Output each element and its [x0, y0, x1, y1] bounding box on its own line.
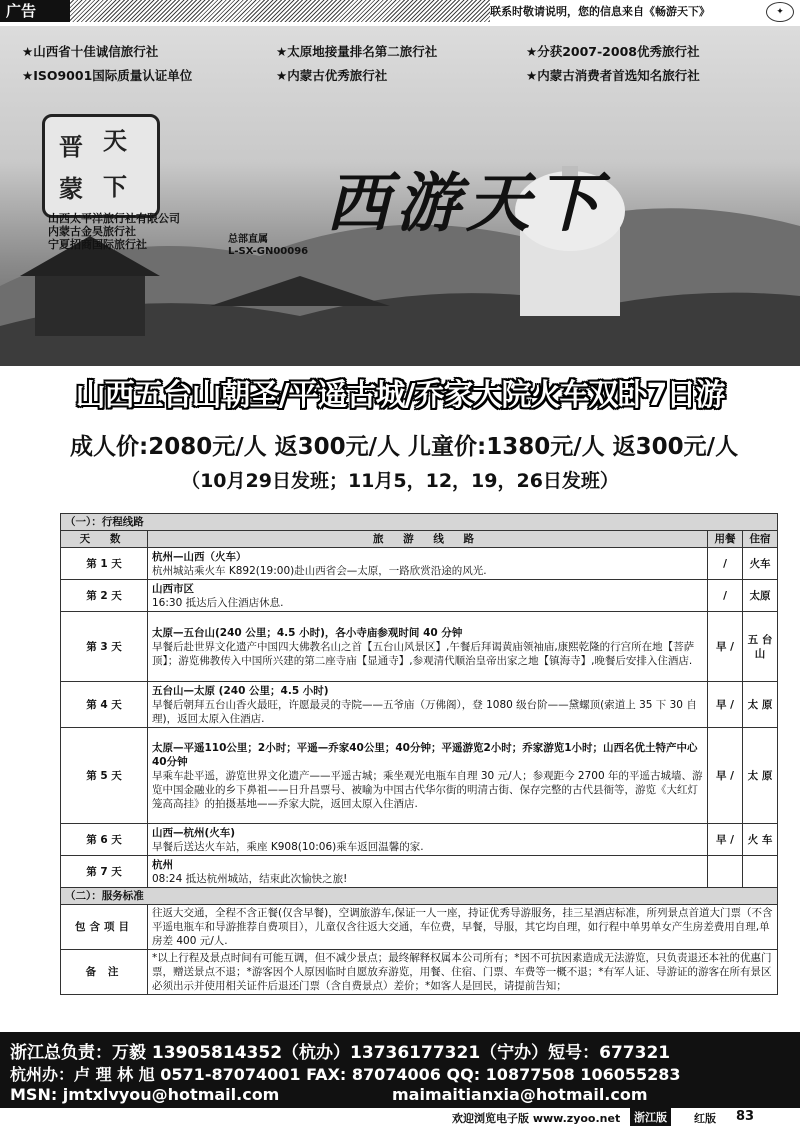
day-label: 第 1 天: [61, 548, 148, 580]
license-info: [228, 234, 308, 258]
lodging: 火 车: [743, 824, 778, 856]
footer-site: 欢迎浏览电子版 www.zyoo.net: [452, 1112, 621, 1125]
badge-item: ★ISO9001国际质量认证单位: [22, 68, 193, 83]
section-title: （一）：行程线路: [61, 514, 778, 531]
license-number: L-SX-GN00096: [228, 246, 309, 257]
itinerary-table: [60, 513, 778, 995]
meal: 早 /: [708, 824, 743, 856]
day-title: 五台山—太原 (240 公里；4.5 小时): [152, 684, 329, 697]
table-row: [61, 728, 778, 824]
contact-line: 杭州办：卢 理 林 旭 0571-87074001 FAX: 87074006 QQ: 10877508 106055283: [10, 1065, 681, 1084]
day-title: 杭州: [152, 858, 173, 871]
lodging: 太 原: [743, 728, 778, 824]
lodging: [743, 856, 778, 888]
table-row: [61, 612, 778, 682]
ad-label: 广告: [0, 0, 70, 22]
seal-char: 晋: [59, 133, 83, 161]
table-row: [61, 950, 778, 995]
company-name: 山西太平洋旅行社有限公司: [48, 212, 180, 225]
source-note: 联系时敬请说明，您的信息来自《畅游天下》: [490, 5, 710, 18]
lodging: 五 台 山: [743, 612, 778, 682]
badge-item: ★分获2007-2008优秀旅行社: [526, 44, 700, 59]
red-edition: 红版: [694, 1112, 716, 1125]
company-list: [48, 212, 180, 251]
meal: /: [708, 548, 743, 580]
day-title: 山西市区: [152, 582, 194, 595]
lodging: 火车: [743, 548, 778, 580]
badge-item: ★太原地接量排名第二旅行社: [276, 44, 438, 59]
contact-line: 浙江总负责：万毅 13905814352（杭办）13736177321（宁办）短号：677321: [10, 1043, 671, 1063]
day-title: 太原—五台山(240 公里；4.5 小时)，各小寺庙参观时间 40 分钟: [152, 626, 463, 639]
header-stripe: [70, 0, 490, 22]
included-label: 包含项目: [61, 905, 148, 950]
page-footer: [0, 1108, 800, 1126]
meal: 早 /: [708, 728, 743, 824]
meal: 早 /: [708, 682, 743, 728]
header-route: 旅 游 线 路: [148, 531, 708, 548]
table-row: [61, 548, 778, 580]
contact-panel: [0, 1032, 800, 1108]
brand-calligraphy: 西游天下: [326, 166, 606, 241]
seal-char: 天: [103, 127, 127, 155]
seal-logo: [42, 114, 160, 218]
day-desc: 早餐后送达火车站，乘座 K908(10:06)乘车返回温馨的家.: [152, 840, 424, 853]
section-title: （二）：服务标准: [61, 888, 778, 905]
day-label: 第 4 天: [61, 682, 148, 728]
day-title: 山西—杭州(火车): [152, 826, 236, 839]
header-day: 天 数: [61, 531, 148, 548]
day-title: 太原—平遥110公里；2小时；平遥—乔家40公里；40分钟；平遥游览2小时；乔家游览1小时；山西名优土特产中心40分钟: [152, 741, 698, 768]
badge-item: ★内蒙古消费者首选知名旅行社: [526, 68, 700, 83]
meal: 早 /: [708, 612, 743, 682]
table-row: [61, 580, 778, 612]
hq-label: 总部直属: [228, 234, 268, 245]
day-desc: 08:24 抵达杭州城站，结束此次愉快之旅!: [152, 872, 348, 885]
day-desc: 16:30 抵达后入住酒店休息.: [152, 596, 284, 609]
day-label: 第 5 天: [61, 728, 148, 824]
seal-char: 蒙: [59, 175, 83, 203]
table-row: [61, 824, 778, 856]
day-desc: 早乘车赴平遥，游览世界文化遗产——平遥古城；乘坐观光电瓶车自理 30 元/人；参观距今 2700 年的平遥古城墙、游览中国金融业的乡下鼻祖——日升昌票号、被喻为中国古代华尔街的明清古街、保存完整的古代县衙等，游览《大红灯笼高高挂》的拍摄基地——乔家大院，返回太原入住酒店.: [152, 769, 703, 810]
departure-dates: （10月29日发班；11月5，12，19，26日发班）: [181, 470, 619, 492]
badge-item: ★山西省十佳诚信旅行社: [22, 44, 159, 59]
badge-item: ★内蒙古优秀旅行社: [276, 68, 388, 83]
day-title: 杭州—山西（火车）: [152, 550, 247, 563]
day-desc: 早餐后赴世界文化遗产中国四大佛教名山之首【五台山风景区】,午餐后拜谒黄庙领袖庙,康熙乾隆的行宫所在地【菩萨顶】；游览佛教传入中国所兴建的第二座寺庙【显通寺】,参观清代顺治皇帝出家之地【镇海寺】,晚餐后安排入住酒店.: [152, 640, 695, 667]
day-label: 第 2 天: [61, 580, 148, 612]
header-meal: 用餐: [708, 531, 743, 548]
table-row: [61, 682, 778, 728]
lodging: 太原: [743, 580, 778, 612]
page-number: 83: [736, 1109, 755, 1124]
day-label: 第 7 天: [61, 856, 148, 888]
header-lodge: 住宿: [743, 531, 778, 548]
day-desc: 早餐后朝拜五台山香火最旺，许愿最灵的寺院——五爷庙（万佛阁），登 1080 级台阶——黛螺顶(索道上 35 下 30 自理)，返回太原入住酒店.: [152, 698, 697, 725]
msn-address[interactable]: MSN: jmtxlvyou@hotmail.com: [10, 1085, 280, 1104]
seal-char: 下: [103, 173, 127, 201]
table-row: [61, 856, 778, 888]
email-address[interactable]: maimaitianxia@hotmail.com: [392, 1085, 648, 1104]
day-desc: 杭州城站乘火车 K892(19:00)赴山西省会—太原，一路欣赏沿途的风光.: [152, 564, 487, 577]
top-bar: [0, 0, 800, 28]
price-line: 成人价:2080元/人 返300元/人 儿童价:1380元/人 返300元/人: [70, 434, 739, 460]
day-label: 第 6 天: [61, 824, 148, 856]
table-row: [61, 905, 778, 950]
day-label: 第 3 天: [61, 612, 148, 682]
included-text: 往返大交通，全程不含正餐(仅含早餐)，空调旅游车,保证一人一座，持证优秀导游服务，挂三星酒店标准，所列景点首道大门票（不含平遥电瓶车和导游推荐自费项目），儿童仅含往返大交通，车位费，早餐，导服，其它均自理，如行程中单男单女产生房差费用自理,单房差 400 元/人.: [148, 905, 778, 950]
publication-logo-icon: ✦: [766, 2, 794, 22]
tour-title: 山西五台山朝圣/平遥古城/乔家大院火车双卧7日游: [75, 378, 725, 413]
notes-text: *以上行程及景点时间有可能互调，但不减少景点；最终解释权属本公司所有；*因不可抗因素造成无法游览，只负责退还本社的优惠门票，赠送景点不退；*游客因个人原因临时自愿放弃游览，用餐、住宿、门票、车费等一概不退；*有军人证、导游证的游客在所有景区必须出示并使用相关证件后退还门票（含自费景点）差价；*如客人是回民，请提前告知；: [148, 950, 778, 995]
notes-label: 备 注: [61, 950, 148, 995]
meal: [708, 856, 743, 888]
company-name: 宁夏招商国际旅行社: [48, 238, 147, 251]
meal: /: [708, 580, 743, 612]
company-name: 内蒙古金昊旅行社: [48, 225, 136, 238]
lodging: 太 原: [743, 682, 778, 728]
edition-badge: 浙江版: [630, 1108, 671, 1126]
hero-banner: [0, 26, 800, 366]
